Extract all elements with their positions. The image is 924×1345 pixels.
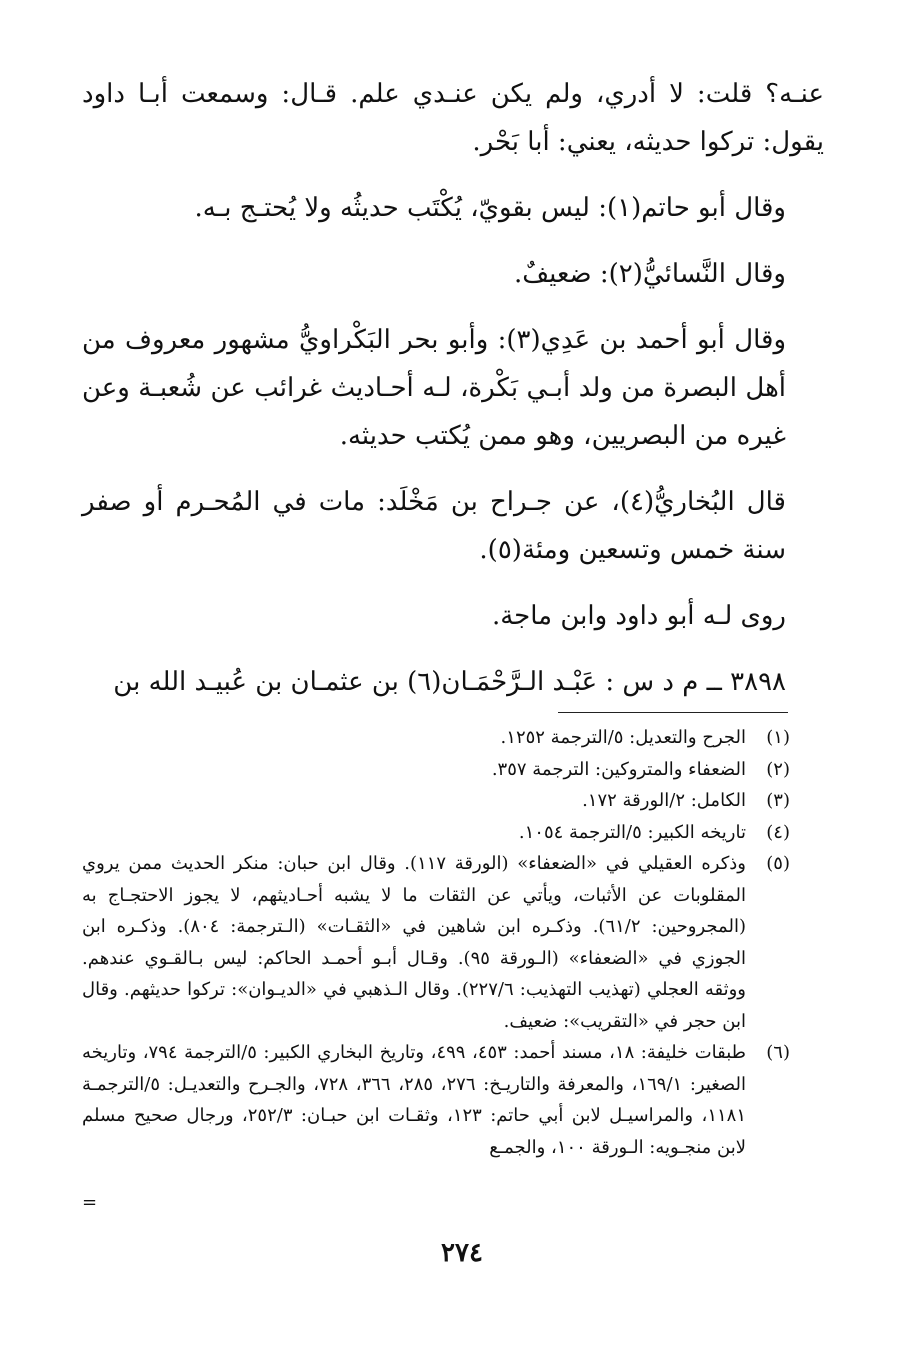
- footnote-number: (٣): [766, 790, 790, 811]
- paragraph-6: روى لـه أبو داود وابن ماجة.: [491, 601, 786, 631]
- footnote-number: (٥): [766, 853, 790, 874]
- paragraph-5: قال البُخاريُّ(٤)، عن جـراح بن مَخْلَد: مات في المُحـرم أو صفر سنة خمس وتسعين ومئة(٥).: [82, 487, 786, 565]
- paragraph-2: وقال أبو حاتم(١): ليس بقويّ، يُكْتَب حديثُه ولا يُحتـج بـه.: [194, 193, 786, 223]
- page-number: ٢٧٤: [441, 1238, 483, 1268]
- footnote-text: وذكره العقيلي في «الضعفاء» (الورقة ١١٧). وقال ابن حبان: منكر الحديث ممن يروي المقلوبات عن الأثبات، ويأتي عن الثقات ما لا يشبه أحـاديثهم، لا يجوز الاحتجـاج به (المجروحين: ٦١/٢). وذكـره ابن شاهين في «الثقـات» (الـترجمة: ٨٠٤). وذكـره ابن الجوزي في «الضعفاء» (الـورقة ٩٥). وقـال أبـو أحمـد الحاكم: ليس بـالقـوي عندهم. ووثقه العجلي (تهذيب التهذيب: ٢٢٧/٦). وقال الـذهبي في «الديـوان»: تركوا حديثهم. وقال ابن حجر في «التقريب»: ضعيف.: [82, 853, 746, 1032]
- paragraph-3: وقال النَّسائيُّ(٢): ضعيفٌ.: [513, 259, 786, 289]
- footnote-item: [82, 817, 790, 849]
- entry-heading-3898: ٣٨٩٨ ــ م د س : عَبْـد الـرَّحْمَـان(٦) بن عثمـان بن عُبيـد الله بن: [113, 667, 786, 697]
- footnote-text: الكامل: ٢/الورقة ١٧٢.: [582, 790, 746, 811]
- footnote-item: [82, 785, 790, 817]
- footnote-item: [82, 722, 790, 754]
- footnote-item: [82, 1037, 790, 1163]
- footnote-text: الضعفاء والمتروكين: الترجمة ٣٥٧.: [491, 758, 746, 780]
- footnote-separator: [558, 712, 788, 713]
- footnote-item: [82, 754, 790, 786]
- footnote-text: تاريخه الكبير: ٥/الترجمة ١٠٥٤.: [518, 821, 746, 843]
- footnote-number: (٢): [766, 758, 790, 780]
- footnote-text: طبقات خليفة: ١٨، مسند أحمد: ٤٥٣، ٤٩٩، وتاريخ البخاري الكبير: ٥/الترجمة ٧٩٤، وتاريخه الصغير: ١٦٩/١، والمعرفة والتاريـخ: ٢٧٦، ٢٨٥، ٣٦٦، ٧٢٨، والجـرح والتعديـل: ٥/الترجمـة ١١٨١، والمراسيـل لابن أبي حاتم: ١٢٣، وثقـات ابن حبـان: ٢٥٢/٣، ورجال صحيح مسلم لابن منجـويه: الـورقة ١٠٠، والجمـع: [82, 1042, 747, 1158]
- footnote-number: (٦): [766, 1042, 790, 1063]
- footnotes: [82, 722, 790, 1163]
- paragraph-4: وقال أبو أحمد بن عَدِي(٣): وأبو بحر البَكْراويُّ مشهور معروف من أهل البصرة من ولد أبـي بَكْرة، لـه أحـاديث غرائب عن شُعبـة وعن غيره من البصريين، وهو ممن يُكتب حديثه.: [82, 325, 787, 451]
- continuation-mark: =: [82, 1192, 98, 1213]
- footnote-number: (٤): [766, 821, 790, 843]
- footnote-item: [82, 848, 790, 1037]
- main-text: [82, 70, 824, 706]
- footnote-text: الجرح والتعديل: ٥/الترجمة ١٢٥٢.: [500, 727, 746, 748]
- paragraph-1: عنـه؟ قلت: لا أدري، ولم يكن عنـدي علم. قـال: وسمعت أبـا داود يقول: تركوا حديثه، يعني: أبا بَحْر.: [82, 79, 824, 157]
- footnote-number: (١): [766, 727, 790, 748]
